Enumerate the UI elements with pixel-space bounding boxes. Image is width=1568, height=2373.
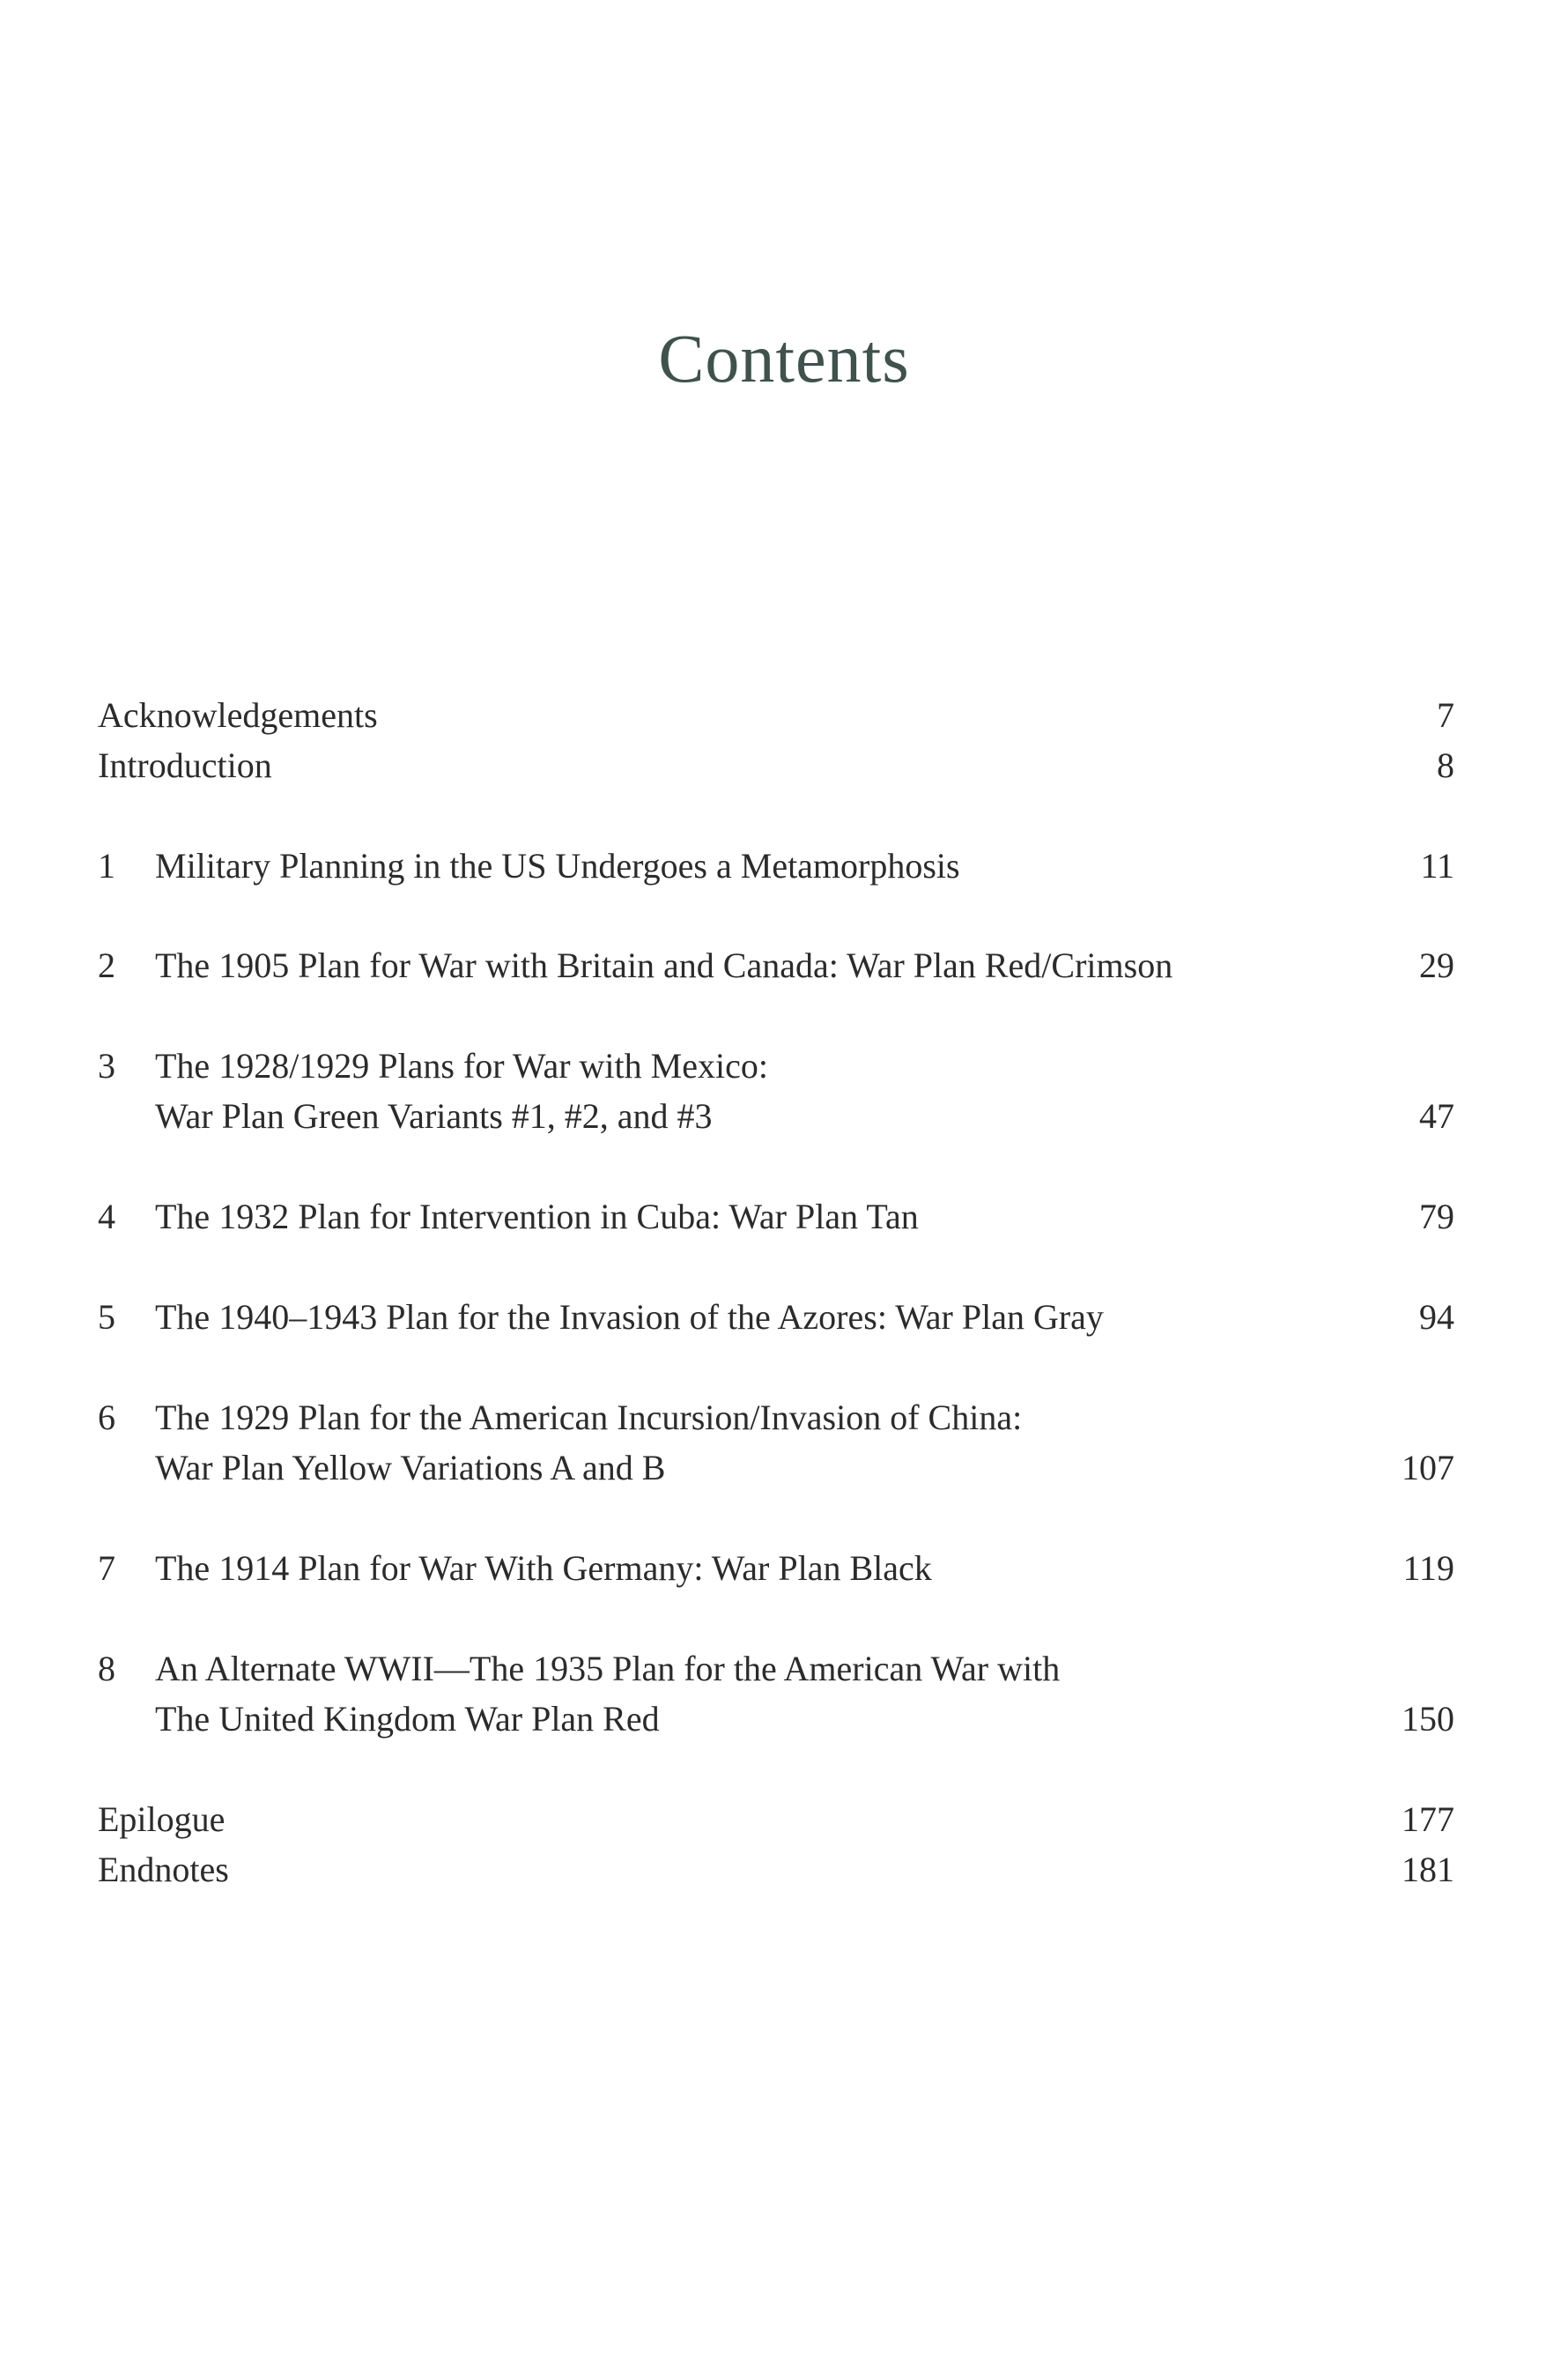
chapter-page: 29 xyxy=(1419,945,1454,985)
chapter-title-continued: War Plan Green Variants #1, #2, and #3 xyxy=(155,1096,713,1136)
chapter-number: 2 xyxy=(98,945,115,985)
toc-chapter-3[interactable] xyxy=(98,1041,1454,1141)
chapter-number: 1 xyxy=(98,846,115,886)
toc-entry-endnotes[interactable] xyxy=(98,1844,1454,1895)
chapter-page: 47 xyxy=(1419,1096,1454,1136)
toc-chapter-1[interactable] xyxy=(98,841,1454,891)
chapter-page: 94 xyxy=(1419,1297,1454,1337)
chapter-title-continued: The United Kingdom War Plan Red xyxy=(155,1699,660,1739)
chapter-title: The 1905 Plan for War with Britain and Canada: War Plan Red/Crimson xyxy=(155,945,1173,985)
toc-entry-acknowledgements[interactable] xyxy=(98,690,1454,740)
toc-entry-label: Epilogue xyxy=(98,1799,226,1839)
chapter-title: The 1929 Plan for the American Incursion/Invasion of China: xyxy=(155,1398,1023,1437)
toc-entry-page: 177 xyxy=(1402,1799,1454,1839)
chapter-title: An Alternate WWII—The 1935 Plan for the American War with xyxy=(155,1649,1061,1688)
chapter-page: 107 xyxy=(1402,1448,1454,1487)
toc-back-matter xyxy=(98,1794,1454,1895)
toc-entry-page: 181 xyxy=(1402,1850,1454,1889)
chapter-page: 79 xyxy=(1419,1197,1454,1236)
toc-entry-label: Introduction xyxy=(98,745,272,785)
chapter-title: The 1940–1943 Plan for the Invasion of the Azores: War Plan Gray xyxy=(155,1297,1104,1337)
chapter-number: 3 xyxy=(98,1046,115,1086)
chapter-title-continued: War Plan Yellow Variations A and B xyxy=(155,1448,666,1487)
toc-entry-label: Acknowledgements xyxy=(98,695,378,735)
toc-entry-page: 8 xyxy=(1437,745,1454,785)
toc-entry-label: Endnotes xyxy=(98,1850,229,1889)
chapter-number: 6 xyxy=(98,1398,115,1437)
chapter-title: The 1914 Plan for War With Germany: War Plan Black xyxy=(155,1548,932,1588)
toc-entry-introduction[interactable] xyxy=(98,740,1454,790)
toc-chapter-7[interactable] xyxy=(98,1543,1454,1593)
toc-front-matter xyxy=(98,690,1454,790)
toc-chapter-5[interactable] xyxy=(98,1292,1454,1342)
chapter-number: 4 xyxy=(98,1197,115,1236)
toc-entry-epilogue[interactable] xyxy=(98,1794,1454,1844)
toc-chapter-6[interactable] xyxy=(98,1392,1454,1493)
toc-chapter-8[interactable] xyxy=(98,1643,1454,1744)
chapter-number: 8 xyxy=(98,1649,115,1688)
toc-entry-page: 7 xyxy=(1437,695,1454,735)
toc-chapter-4[interactable] xyxy=(98,1191,1454,1242)
chapter-title: The 1928/1929 Plans for War with Mexico: xyxy=(155,1046,768,1086)
toc-chapter-2[interactable] xyxy=(98,940,1454,990)
chapter-number: 5 xyxy=(98,1297,115,1337)
chapter-page: 150 xyxy=(1402,1699,1454,1739)
chapter-title: Military Planning in the US Undergoes a Metamorphosis xyxy=(155,846,960,886)
page-title: Contents xyxy=(658,320,910,397)
chapter-title: The 1932 Plan for Intervention in Cuba: War Plan Tan xyxy=(155,1197,919,1236)
chapter-page: 119 xyxy=(1402,1548,1454,1588)
chapter-page: 11 xyxy=(1420,846,1454,886)
chapter-number: 7 xyxy=(98,1548,115,1588)
